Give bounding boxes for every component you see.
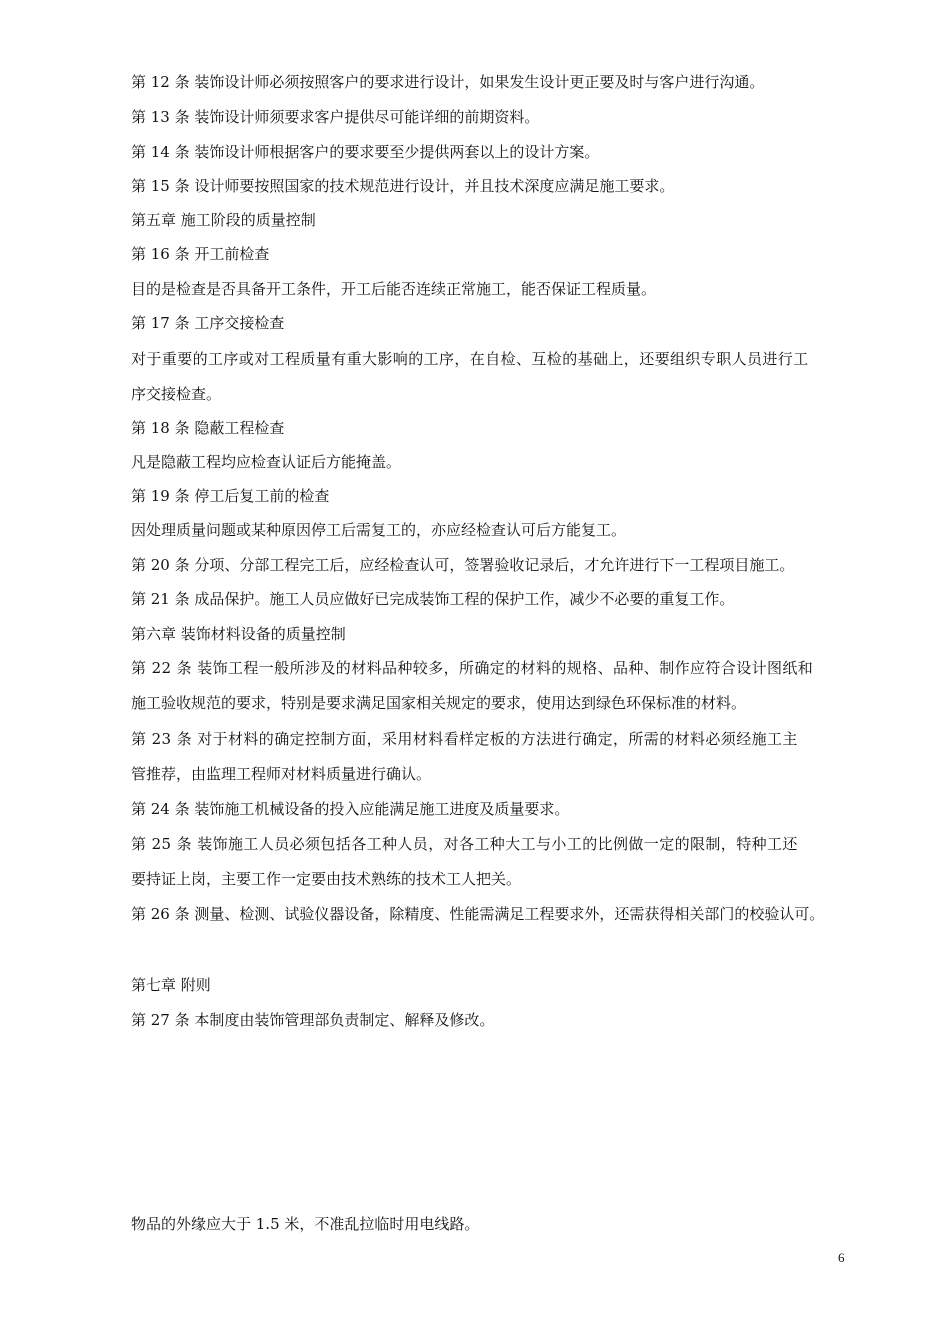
text-line: 第 20 条 分项、分部工程完工后，应经检查认可，签署验收记录后，才允许进行下一工程项目施工。	[131, 556, 795, 574]
text-line: 第 16 条 开工前检查	[131, 245, 270, 263]
text-line: 第 19 条 停工后复工前的检查	[131, 487, 330, 505]
text-line: 第 14 条 装饰设计师根据客户的要求要至少提供两套以上的设计方案。	[131, 143, 600, 161]
text-line: 目的是检查是否具备开工条件，开工后能否连续正常施工，能否保证工程质量。	[131, 280, 657, 298]
chapter-heading: 第五章 施工阶段的质量控制	[131, 211, 316, 229]
text-line: 第 15 条 设计师要按照国家的技术规范进行设计，并且技术深度应满足施工要求。	[131, 177, 675, 195]
chapter-heading: 第六章 装饰材料设备的质量控制	[131, 625, 346, 643]
chapter-heading: 第七章 附则	[131, 976, 211, 994]
text-line: 第 22 条 装饰工程一般所涉及的材料品种较多，所确定的材料的规格、品种、制作应符合设计图纸和	[131, 659, 814, 677]
text-line: 凡是隐蔽工程均应检查认证后方能掩盖。	[131, 453, 402, 471]
text-line: 第 12 条 装饰设计师必须按照客户的要求进行设计，如果发生设计更正要及时与客户进行沟通。	[131, 73, 765, 91]
page-number: 6	[838, 1250, 845, 1265]
text-line: 第 23 条 对于材料的确定控制方面，采用材料看样定板的方法进行确定，所需的材料必须经施工主	[131, 730, 798, 748]
text-line: 物品的外缘应大于 1.5 米，不准乱拉临时用电线路。	[131, 1215, 480, 1233]
text-line: 第 13 条 装饰设计师须要求客户提供尽可能详细的前期资料。	[131, 108, 540, 126]
text-line: 要持证上岗，主要工作一定要由技术熟练的技术工人把关。	[131, 870, 522, 888]
text-line: 第 18 条 隐蔽工程检查	[131, 419, 285, 437]
text-line: 序交接检查。	[131, 385, 222, 403]
text-line: 第 25 条 装饰施工人员必须包括各工种人员，对各工种大工与小工的比例做一定的限制，特种工还	[131, 835, 798, 853]
text-line: 第 26 条 测量、检测、试验仪器设备，除精度、性能需满足工程要求外，还需获得相关部门的校验认可。	[131, 905, 825, 923]
text-line: 管推荐，由监理工程师对材料质量进行确认。	[131, 765, 432, 783]
text-line: 对于重要的工序或对工程质量有重大影响的工序，在自检、互检的基础上，还要组织专职人员进行工	[131, 350, 809, 368]
text-line: 施工验收规范的要求，特别是要求满足国家相关规定的要求，使用达到绿色环保标准的材料。	[131, 694, 747, 712]
text-line: 第 27 条 本制度由装饰管理部负责制定、解释及修改。	[131, 1011, 495, 1029]
text-line: 第 17 条 工序交接检查	[131, 314, 285, 332]
text-line: 因处理质量问题或某种原因停工后需复工的，亦应经检查认可后方能复工。	[131, 521, 627, 539]
text-line: 第 21 条 成品保护。施工人员应做好已完成装饰工程的保护工作，减少不必要的重复工作。	[131, 590, 735, 608]
text-line: 第 24 条 装饰施工机械设备的投入应能满足施工进度及质量要求。	[131, 800, 570, 818]
